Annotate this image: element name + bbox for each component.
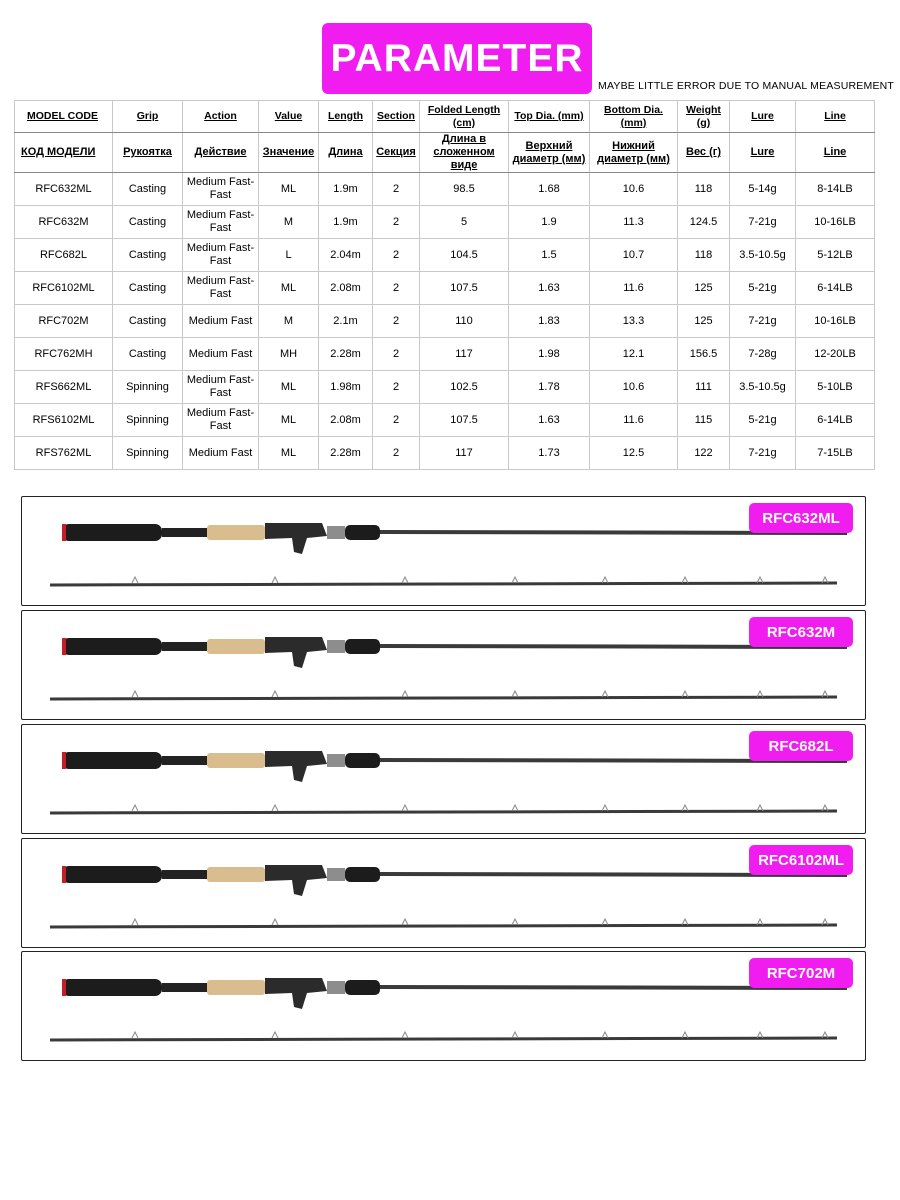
table-cell: 2 — [373, 206, 420, 239]
rod-panel — [21, 610, 866, 720]
table-cell: Medium Fast-Fast — [183, 239, 259, 272]
table-cell: 2.08m — [319, 272, 373, 305]
reel-seat — [265, 523, 327, 554]
table-cell: 117 — [420, 338, 509, 371]
table-cell: RFC682L — [15, 239, 113, 272]
table-cell: 1.68 — [509, 173, 590, 206]
table-cell: M — [259, 305, 319, 338]
table-cell: 7-21g — [730, 305, 796, 338]
table-cell: 1.63 — [509, 404, 590, 437]
table-cell: RFS662ML — [15, 371, 113, 404]
reel-seat — [265, 865, 327, 896]
table-cell: 2 — [373, 338, 420, 371]
cork-grip — [207, 525, 265, 540]
table-cell: 1.83 — [509, 305, 590, 338]
tip-section-blank — [50, 697, 837, 699]
table-cell: Medium Fast-Fast — [183, 404, 259, 437]
table-cell: 117 — [420, 437, 509, 470]
grip-trim — [62, 638, 66, 655]
model-tag: RFC682L — [749, 731, 853, 761]
table-cell: 6-14LB — [796, 404, 875, 437]
line-guide-icon — [402, 919, 408, 925]
table-cell: 118 — [678, 239, 730, 272]
reel-seat — [265, 751, 327, 782]
table-cell: 5-21g — [730, 404, 796, 437]
table-cell: RFS762ML — [15, 437, 113, 470]
table-row — [15, 206, 875, 239]
table-cell: 156.5 — [678, 338, 730, 371]
reel-seat — [265, 637, 327, 668]
table-cell: 10.6 — [590, 173, 678, 206]
table-cell: Medium Fast-Fast — [183, 371, 259, 404]
line-guide-icon — [132, 805, 138, 811]
grip-trim — [62, 866, 66, 883]
table-cell: 13.3 — [590, 305, 678, 338]
table-cell: RFC6102ML — [15, 272, 113, 305]
table-cell: 11.6 — [590, 272, 678, 305]
table-cell: Spinning — [113, 437, 183, 470]
header-cell: Folded Length (cm) — [420, 101, 509, 133]
line-guide-icon — [272, 1032, 278, 1038]
table-cell: 122 — [678, 437, 730, 470]
eva-grip — [62, 638, 162, 655]
line-guide-icon — [132, 577, 138, 583]
table-cell: Medium Fast-Fast — [183, 272, 259, 305]
table-cell: 1.9m — [319, 206, 373, 239]
page-title-banner — [322, 23, 592, 94]
line-guide-icon — [512, 577, 518, 583]
table-cell: Medium Fast — [183, 338, 259, 371]
grip-trim — [62, 752, 66, 769]
table-cell: 2 — [373, 173, 420, 206]
eva-grip — [62, 752, 162, 769]
table-cell: RFC702M — [15, 305, 113, 338]
table-cell: 98.5 — [420, 173, 509, 206]
table-row — [15, 173, 875, 206]
table-cell: 1.78 — [509, 371, 590, 404]
table-cell: 125 — [678, 272, 730, 305]
table-cell: ML — [259, 404, 319, 437]
rod-illustration — [22, 725, 867, 835]
butt-blank — [162, 528, 207, 537]
table-cell: Spinning — [113, 404, 183, 437]
line-guide-icon — [132, 691, 138, 697]
table-cell: Medium Fast — [183, 437, 259, 470]
table-cell: 12.1 — [590, 338, 678, 371]
butt-blank — [162, 870, 207, 879]
table-cell: 1.5 — [509, 239, 590, 272]
table-cell: Casting — [113, 206, 183, 239]
line-guide-icon — [512, 919, 518, 925]
line-guide-icon — [402, 691, 408, 697]
table-cell: ML — [259, 272, 319, 305]
grip-trim — [62, 524, 66, 541]
rod-illustration — [22, 839, 867, 949]
table-cell: 7-28g — [730, 338, 796, 371]
header-cell: Top Dia. (mm) — [509, 101, 590, 133]
table-cell: 11.6 — [590, 404, 678, 437]
line-guide-icon — [132, 919, 138, 925]
table-cell: M — [259, 206, 319, 239]
table-cell: 2 — [373, 272, 420, 305]
table-cell: 115 — [678, 404, 730, 437]
line-guide-icon — [272, 691, 278, 697]
line-guide-icon — [132, 1032, 138, 1038]
table-cell: 1.9 — [509, 206, 590, 239]
header-cell: Line — [796, 133, 875, 173]
parameter-table — [14, 100, 875, 470]
reel-seat-hood — [327, 754, 345, 767]
rod-illustration — [22, 952, 867, 1062]
rod-illustration — [22, 497, 867, 607]
table-header-ru — [15, 133, 875, 173]
table-cell: ML — [259, 371, 319, 404]
table-cell: L — [259, 239, 319, 272]
butt-blank — [162, 983, 207, 992]
table-cell: 3.5-10.5g — [730, 371, 796, 404]
rod-panel — [21, 724, 866, 834]
table-cell: 5-10LB — [796, 371, 875, 404]
fore-grip — [345, 980, 380, 995]
header-cell: Секция — [373, 133, 420, 173]
cork-grip — [207, 867, 265, 882]
table-cell: Casting — [113, 338, 183, 371]
grip-trim — [62, 979, 66, 996]
table-cell: 2 — [373, 239, 420, 272]
cork-grip — [207, 639, 265, 654]
page-title: PARAMETER — [330, 36, 584, 80]
eva-grip — [62, 524, 162, 541]
eva-grip — [62, 866, 162, 883]
model-tag: RFC632M — [749, 617, 853, 647]
line-guide-icon — [272, 577, 278, 583]
rod-illustration — [22, 611, 867, 721]
table-cell: 2.28m — [319, 338, 373, 371]
table-row — [15, 272, 875, 305]
rod-panel — [21, 496, 866, 606]
header-cell: КОД МОДЕЛИ — [15, 133, 113, 173]
line-guide-icon — [512, 691, 518, 697]
cork-grip — [207, 980, 265, 995]
table-cell: Casting — [113, 272, 183, 305]
line-guide-icon — [402, 805, 408, 811]
table-cell: 6-14LB — [796, 272, 875, 305]
fore-grip — [345, 525, 380, 540]
table-cell: 2 — [373, 437, 420, 470]
table-cell: 12-20LB — [796, 338, 875, 371]
fore-grip — [345, 753, 380, 768]
table-cell: 1.63 — [509, 272, 590, 305]
header-cell: Верхний диаметр (мм) — [509, 133, 590, 173]
table-cell: 110 — [420, 305, 509, 338]
table-row — [15, 239, 875, 272]
table-cell: 5-21g — [730, 272, 796, 305]
table-cell: 102.5 — [420, 371, 509, 404]
header-cell: MODEL CODE — [15, 101, 113, 133]
table-cell: 2.28m — [319, 437, 373, 470]
fore-grip — [345, 639, 380, 654]
fore-grip — [345, 867, 380, 882]
table-cell: 124.5 — [678, 206, 730, 239]
table-cell: 1.98 — [509, 338, 590, 371]
line-guide-icon — [512, 1032, 518, 1038]
header-cell: Lure — [730, 101, 796, 133]
eva-grip — [62, 979, 162, 996]
table-row — [15, 371, 875, 404]
header-cell: Value — [259, 101, 319, 133]
reel-seat — [265, 978, 327, 1009]
model-tag: RFC632ML — [749, 503, 853, 533]
header-cell: Bottom Dia. (mm) — [590, 101, 678, 133]
table-cell: RFC762MH — [15, 338, 113, 371]
table-cell: 5-14g — [730, 173, 796, 206]
header-cell: Length — [319, 101, 373, 133]
table-cell: 7-21g — [730, 437, 796, 470]
table-cell: 104.5 — [420, 239, 509, 272]
table-row — [15, 305, 875, 338]
model-tag: RFC6102ML — [749, 845, 853, 875]
table-cell: 8-14LB — [796, 173, 875, 206]
table-header-en — [15, 101, 875, 133]
header-cell: Section — [373, 101, 420, 133]
table-cell: 107.5 — [420, 272, 509, 305]
header-cell: Рукоятка — [113, 133, 183, 173]
table-cell: 5-12LB — [796, 239, 875, 272]
butt-blank — [162, 756, 207, 765]
table-cell: 10-16LB — [796, 206, 875, 239]
model-tag: RFC702M — [749, 958, 853, 988]
table-cell: 12.5 — [590, 437, 678, 470]
header-cell: Lure — [730, 133, 796, 173]
table-cell: 118 — [678, 173, 730, 206]
header-cell: Вес (г) — [678, 133, 730, 173]
table-cell: ML — [259, 173, 319, 206]
line-guide-icon — [402, 577, 408, 583]
table-cell: MH — [259, 338, 319, 371]
header-cell: Длина — [319, 133, 373, 173]
table-cell: Casting — [113, 173, 183, 206]
table-cell: 111 — [678, 371, 730, 404]
header-cell: Grip — [113, 101, 183, 133]
table-cell: ML — [259, 437, 319, 470]
rod-panel — [21, 951, 866, 1061]
reel-seat-hood — [327, 640, 345, 653]
table-cell: 10.6 — [590, 371, 678, 404]
header-cell: Действие — [183, 133, 259, 173]
table-cell: 1.98m — [319, 371, 373, 404]
table-cell: 11.3 — [590, 206, 678, 239]
table-cell: 1.9m — [319, 173, 373, 206]
line-guide-icon — [272, 805, 278, 811]
header-cell: Значение — [259, 133, 319, 173]
table-cell: 7-15LB — [796, 437, 875, 470]
table-cell: 5 — [420, 206, 509, 239]
header-cell: Нижний диаметр (мм) — [590, 133, 678, 173]
measurement-note: MAYBE LITTLE ERROR DUE TO MANUAL MEASUREMENT — [598, 80, 895, 92]
table-cell: 7-21g — [730, 206, 796, 239]
header-cell: Weight (g) — [678, 101, 730, 133]
table-cell: Casting — [113, 305, 183, 338]
table-body — [15, 173, 875, 470]
reel-seat-hood — [327, 526, 345, 539]
tip-section-blank — [50, 1038, 837, 1040]
table-cell: 2 — [373, 305, 420, 338]
reel-seat-hood — [327, 981, 345, 994]
reel-seat-hood — [327, 868, 345, 881]
table-cell: 125 — [678, 305, 730, 338]
table-cell: 1.73 — [509, 437, 590, 470]
table-cell: 107.5 — [420, 404, 509, 437]
table-cell: Spinning — [113, 371, 183, 404]
tip-section-blank — [50, 583, 837, 585]
table-cell: 10-16LB — [796, 305, 875, 338]
line-guide-icon — [272, 919, 278, 925]
table-cell: 3.5-10.5g — [730, 239, 796, 272]
table-cell: Medium Fast-Fast — [183, 173, 259, 206]
table-row — [15, 338, 875, 371]
table-cell: RFS6102ML — [15, 404, 113, 437]
tip-section-blank — [50, 925, 837, 927]
table-cell: Medium Fast — [183, 305, 259, 338]
tip-section-blank — [50, 811, 837, 813]
table-cell: 2 — [373, 404, 420, 437]
line-guide-icon — [512, 805, 518, 811]
table-row — [15, 437, 875, 470]
table-row — [15, 404, 875, 437]
cork-grip — [207, 753, 265, 768]
table-cell: 10.7 — [590, 239, 678, 272]
butt-blank — [162, 642, 207, 651]
rod-panel — [21, 838, 866, 948]
header-cell: Длина в сложенном виде — [420, 133, 509, 173]
table-cell: 2 — [373, 371, 420, 404]
line-guide-icon — [402, 1032, 408, 1038]
table-cell: 2.04m — [319, 239, 373, 272]
table-cell: 2.1m — [319, 305, 373, 338]
table-cell: 2.08m — [319, 404, 373, 437]
header-cell: Line — [796, 101, 875, 133]
table-cell: Casting — [113, 239, 183, 272]
table-cell: Medium Fast-Fast — [183, 206, 259, 239]
table-cell: RFC632M — [15, 206, 113, 239]
table-cell: RFC632ML — [15, 173, 113, 206]
header-cell: Action — [183, 101, 259, 133]
